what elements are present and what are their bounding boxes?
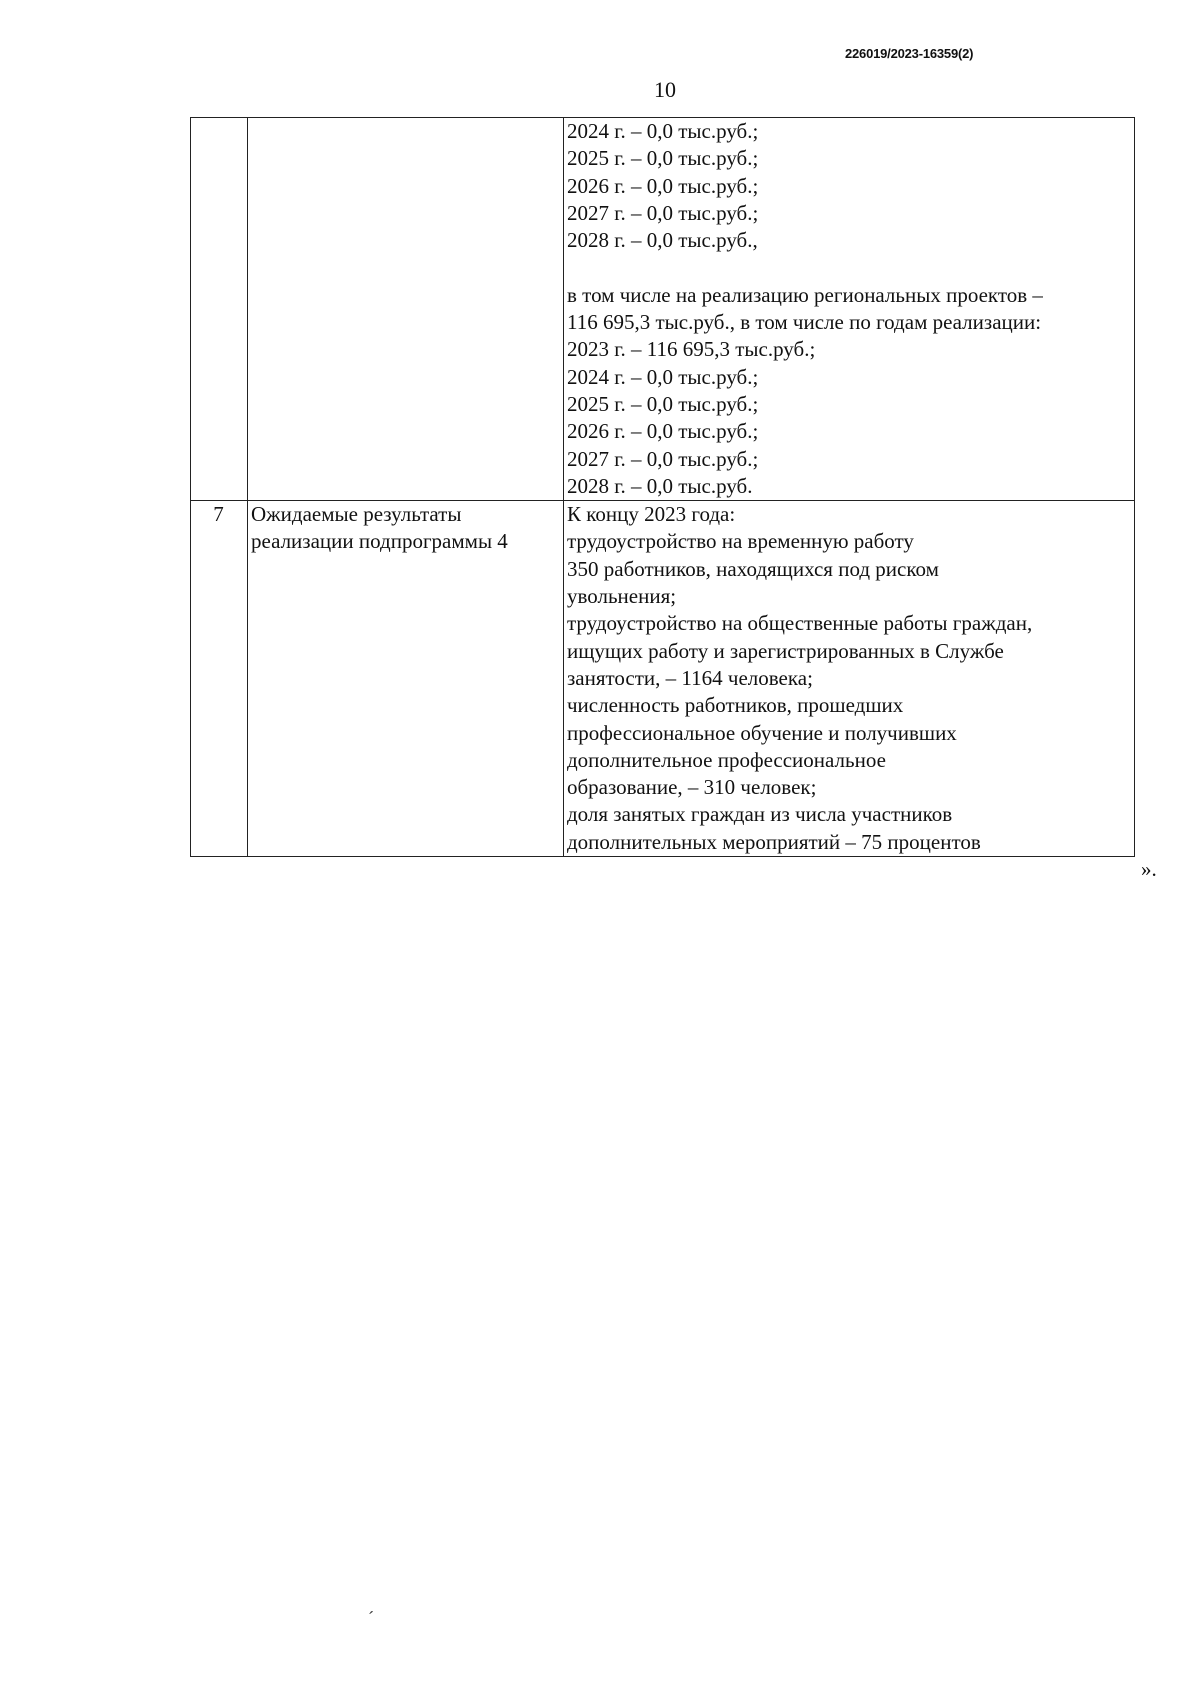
funding-line: 116 695,3 тыс.руб., в том числе по годам реализации: <box>567 310 1042 335</box>
funding-line: 2028 г. – 0,0 тыс.руб., <box>567 228 758 253</box>
result-line: К концу 2023 года: <box>567 502 736 527</box>
funding-line: 2025 г. – 0,0 тыс.руб.; <box>567 391 759 416</box>
result-line: профессиональное обучение и получивших <box>567 720 957 745</box>
result-line: трудоустройство на временную работу <box>567 529 914 554</box>
row-name-cell <box>248 501 564 857</box>
result-line: образование, – 310 человек; <box>567 775 817 800</box>
row-value-cell <box>564 118 1135 501</box>
result-line: доля занятых граждан из числа участников <box>567 802 953 827</box>
row-name-line: реализации подпрограммы 4 <box>251 529 508 554</box>
funding-line: 2027 г. – 0,0 тыс.руб.; <box>567 446 759 471</box>
row-value-cell <box>564 501 1135 857</box>
funding-line: 2026 г. – 0,0 тыс.руб.; <box>567 419 759 444</box>
result-line: численность работников, прошедших <box>567 693 904 718</box>
funding-line: 2028 г. – 0,0 тыс.руб. <box>567 473 753 498</box>
funding-line: в том числе на реализацию региональных проектов – <box>567 282 1043 307</box>
row-number-cell: 7 <box>191 501 248 857</box>
funding-line: 2024 г. – 0,0 тыс.руб.; <box>567 119 759 143</box>
result-line: трудоустройство на общественные работы граждан, <box>567 611 1033 636</box>
row-name-cell <box>248 118 564 501</box>
funding-line: 2026 г. – 0,0 тыс.руб.; <box>567 173 759 198</box>
row-number-cell <box>191 118 248 501</box>
funding-line: 2024 г. – 0,0 тыс.руб.; <box>567 364 759 389</box>
result-line: 350 работников, находящихся под риском <box>567 556 939 581</box>
result-line: дополнительное профессиональное <box>567 747 886 772</box>
paragraph-spacer <box>567 254 1130 281</box>
funding-line: 2027 г. – 0,0 тыс.руб.; <box>567 200 759 225</box>
subprogram-passport-table <box>190 117 1135 857</box>
result-line: дополнительных мероприятий – 75 процентов <box>567 829 981 854</box>
funding-line: 2023 г. – 116 695,3 тыс.руб.; <box>567 337 816 362</box>
funding-line: 2025 г. – 0,0 тыс.руб.; <box>567 146 759 171</box>
closing-quote: ». <box>1141 857 1157 881</box>
result-line: ищущих работу и зарегистрированных в Службе <box>567 638 1004 663</box>
stray-mark: ˊ <box>368 1608 374 1628</box>
result-line: увольнения; <box>567 584 677 609</box>
page-number: 10 <box>654 77 676 102</box>
document-id: 226019/2023-16359(2) <box>845 46 974 61</box>
row-name-line: Ожидаемые результаты <box>251 502 462 527</box>
result-line: занятости, – 1164 человека; <box>567 665 813 690</box>
table-row-financing-continued <box>191 118 1135 501</box>
table-row-expected-results <box>191 501 1135 857</box>
